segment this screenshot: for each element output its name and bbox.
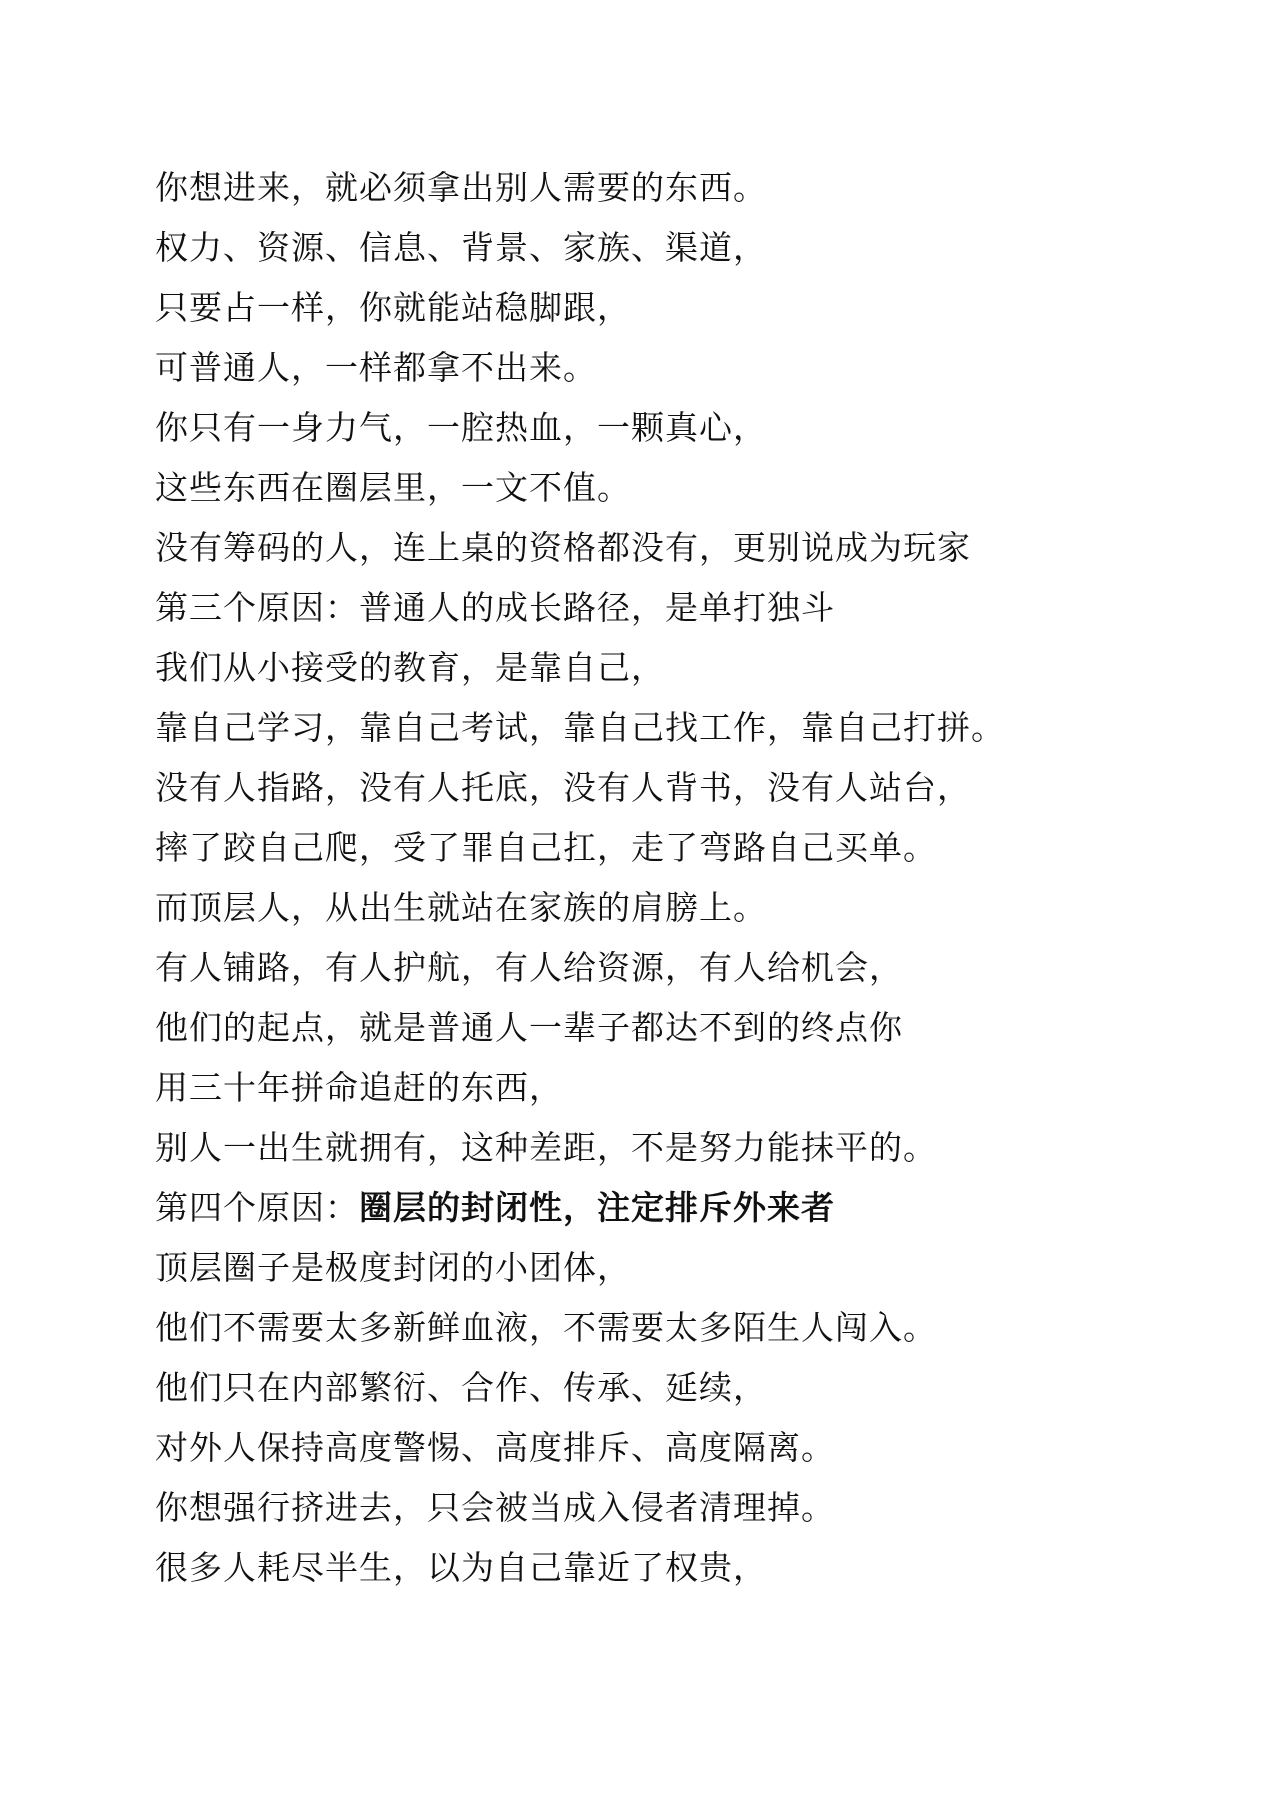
text-line: 没有筹码的人，连上桌的资格都没有，更别说成为玩家: [155, 528, 971, 567]
text-line: 他们的起点，就是普通人一辈子都达不到的终点你: [155, 1008, 903, 1047]
text-line: 这些东西在圈层里，一文不值。: [155, 468, 631, 507]
text-line: 靠自己学习，靠自己考试，靠自己找工作，靠自己打拼。: [155, 708, 1005, 747]
text-line: 你想强行挤进去，只会被当成入侵者清理掉。: [155, 1488, 835, 1527]
text-line: 别人一出生就拥有，这种差距，不是努力能抹平的。: [155, 1128, 937, 1167]
text-line: 你想进来，就必须拿出别人需要的东西。: [155, 168, 767, 207]
text-line: 可普通人，一样都拿不出来。: [155, 348, 597, 387]
text-line: 而顶层人，从出生就站在家族的肩膀上。: [155, 888, 767, 927]
text-line: 我们从小接受的教育，是靠自己，: [155, 648, 665, 687]
section-heading-4: [155, 1178, 1205, 1238]
text-line: 权力、资源、信息、背景、家族、渠道，: [155, 228, 767, 267]
text-line: 你只有一身力气，一腔热血，一颗真心，: [155, 408, 767, 447]
text-line: 有人铺路，有人护航，有人给资源，有人给机会，: [155, 948, 903, 987]
text-line: 顶层圈子是极度封闭的小团体，: [155, 1248, 631, 1287]
section-heading-3: 第三个原因：普通人的成长路径，是单打独斗: [155, 588, 835, 627]
text-line: 很多人耗尽半生，以为自己靠近了权贵，: [155, 1548, 767, 1587]
text-line: 没有人指路，没有人托底，没有人背书，没有人站台，: [155, 768, 971, 807]
document-body: [155, 158, 1205, 1598]
heading-bold-text: 圈层的封闭性，注定排斥外来者: [359, 1188, 835, 1227]
text-line: 他们不需要太多新鲜血液，不需要太多陌生人闯入。: [155, 1308, 937, 1347]
heading-prefix: 第四个原因：: [155, 1188, 359, 1227]
text-line: 摔了跤自己爬，受了罪自己扛，走了弯路自己买单。: [155, 828, 937, 867]
text-line: 只要占一样，你就能站稳脚跟，: [155, 288, 631, 327]
text-line: 他们只在内部繁衍、合作、传承、延续，: [155, 1368, 767, 1407]
text-line: 对外人保持高度警惕、高度排斥、高度隔离。: [155, 1428, 835, 1467]
text-line: 用三十年拼命追赶的东西，: [155, 1068, 563, 1107]
